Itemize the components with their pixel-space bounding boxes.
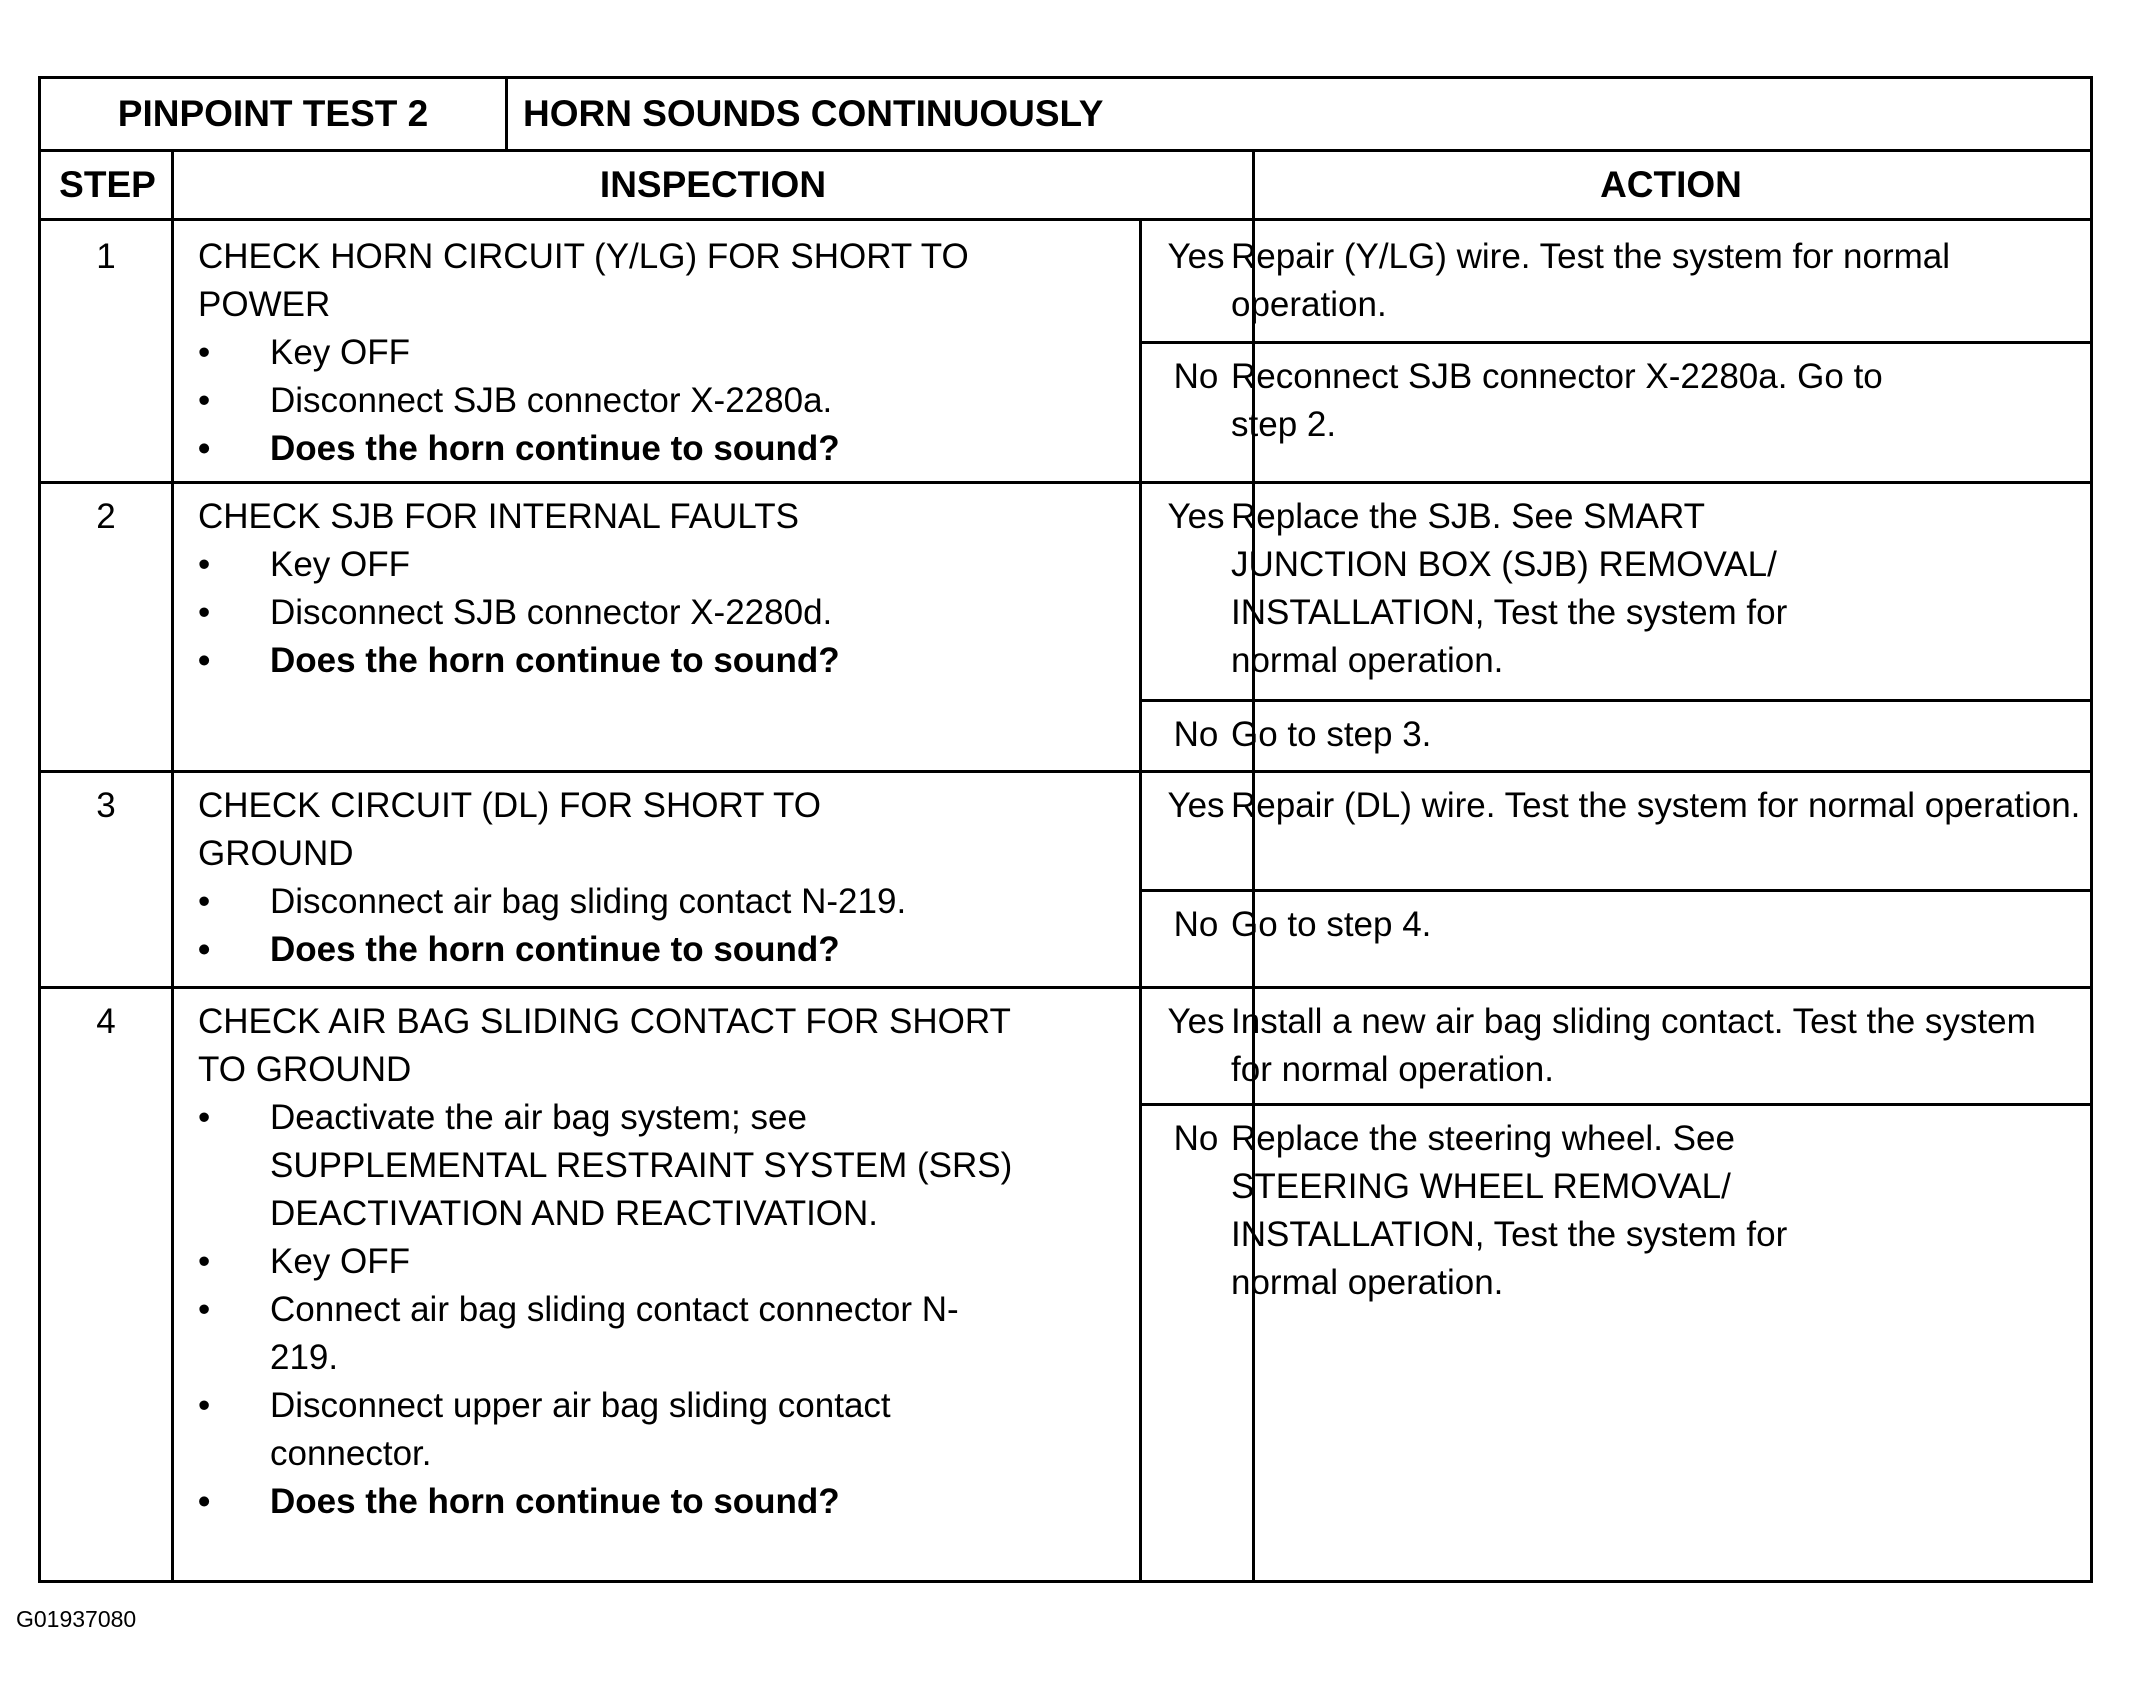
no-action: Replace the steering wheel. See STEERING WHEEL REMOVAL/ INSTALLATION, Test the system for normal operation. xyxy=(1231,1119,1788,1302)
yes-label: Yes xyxy=(1167,237,1225,276)
yes-action: Replace the SJB. See SMART JUNCTION BOX (SJB) REMOVAL/ INSTALLATION, Test the system for normal operation. xyxy=(1231,497,1788,680)
list-item: • Connect air bag sliding contact connector N-219. xyxy=(198,1286,1018,1382)
step-separator xyxy=(41,986,2090,989)
list-item: • Key OFF xyxy=(198,541,1103,589)
inspection-heading: CHECK HORN CIRCUIT (Y/LG) FOR SHORT TO POWER xyxy=(198,237,969,324)
yes-label: Yes xyxy=(1167,1002,1225,1041)
yes-action: Repair (DL) wire. Test the system for normal operation. xyxy=(1231,786,2081,825)
inspection-cell xyxy=(198,493,1103,685)
step-separator xyxy=(41,770,2090,773)
step-separator xyxy=(41,481,2090,484)
inspection-question: • Does the horn continue to sound? xyxy=(198,926,1103,974)
no-action: Reconnect SJB connector X-2280a. Go to step 2. xyxy=(1231,357,1883,444)
yes-no-separator xyxy=(1139,889,2090,892)
inspection-heading: CHECK CIRCUIT (DL) FOR SHORT TO GROUND xyxy=(198,786,821,873)
inspection-cell xyxy=(198,998,1018,1526)
no-label: No xyxy=(1173,905,1219,944)
no-action: Go to step 4. xyxy=(1231,905,1432,944)
step-number: 3 xyxy=(96,786,116,825)
inspection-heading: CHECK AIR BAG SLIDING CONTACT FOR SHORT TO GROUND xyxy=(198,1002,1011,1089)
yes-label: Yes xyxy=(1167,786,1225,825)
header-action: ACTION xyxy=(1252,152,2090,221)
list-item: • Key OFF xyxy=(198,329,1103,377)
header-inspection: INSPECTION xyxy=(174,152,1252,221)
inspection-question: • Does the horn continue to sound? xyxy=(198,637,1103,685)
list-item: • Disconnect upper air bag sliding contact connector. xyxy=(198,1382,1018,1478)
yes-action: Install a new air bag sliding contact. Test the system for normal operation. xyxy=(1231,1002,2036,1089)
list-item: • Disconnect SJB connector X-2280d. xyxy=(198,589,1103,637)
list-item: • Deactivate the air bag system; see SUPPLEMENTAL RESTRAINT SYSTEM (SRS) DEACTIVATION AND REACTIVATION. xyxy=(198,1094,1018,1238)
divider-step xyxy=(171,152,174,1580)
figure-code: G01937080 xyxy=(16,1606,137,1632)
inspection-list xyxy=(198,878,1103,974)
test-name: HORN SOUNDS CONTINUOUSLY xyxy=(523,93,1104,134)
no-label: No xyxy=(1173,715,1219,754)
list-item: • Disconnect air bag sliding contact N-219. xyxy=(198,878,1103,926)
pinpoint-test-table xyxy=(38,76,2093,1583)
list-item: • Disconnect SJB connector X-2280a. xyxy=(198,377,1103,425)
inspection-question: • Does the horn continue to sound? xyxy=(198,1478,1018,1526)
step-number: 4 xyxy=(96,1002,116,1041)
no-label: No xyxy=(1173,1119,1219,1158)
yes-no-separator xyxy=(1139,1103,2090,1106)
inspection-question: • Does the horn continue to sound? xyxy=(198,425,1103,473)
yes-no-separator xyxy=(1139,341,2090,344)
step-number: 1 xyxy=(96,237,116,276)
test-id: PINPOINT TEST 2 xyxy=(41,79,508,149)
no-label: No xyxy=(1173,357,1219,396)
yes-action: Repair (Y/LG) wire. Test the system for normal operation. xyxy=(1231,237,1951,324)
inspection-heading: CHECK SJB FOR INTERNAL FAULTS xyxy=(198,497,799,536)
step-number: 2 xyxy=(96,497,116,536)
inspection-cell xyxy=(198,233,1103,473)
inspection-cell xyxy=(198,782,958,974)
inspection-list xyxy=(198,329,1103,473)
yes-no-separator xyxy=(1139,699,2090,702)
inspection-list xyxy=(198,541,1103,685)
header-step: STEP xyxy=(41,152,174,221)
title-row xyxy=(41,79,2090,152)
inspection-list xyxy=(198,1094,1018,1526)
list-item: • Key OFF xyxy=(198,1238,1018,1286)
yes-label: Yes xyxy=(1167,497,1225,536)
no-action: Go to step 3. xyxy=(1231,715,1432,754)
